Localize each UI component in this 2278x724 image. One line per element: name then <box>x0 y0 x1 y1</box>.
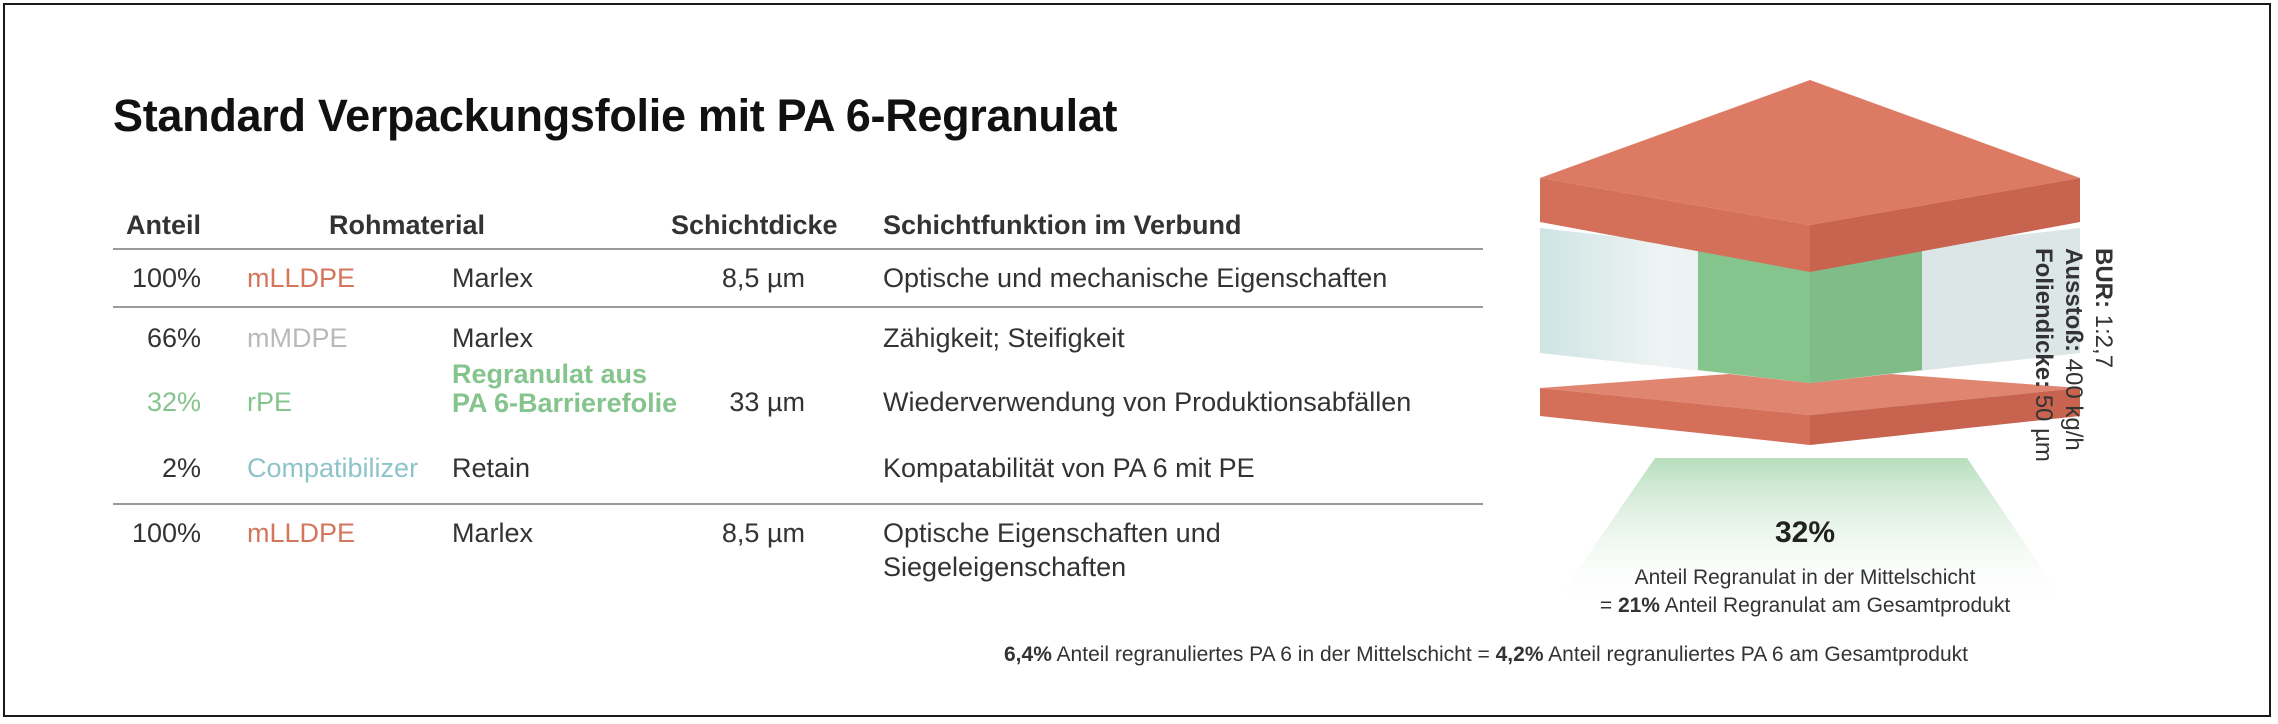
bur-label: BUR: <box>2090 248 2117 308</box>
process-parameters <box>2018 248 2118 462</box>
row-function: Optische und mechanische Eigenschaften <box>883 263 1388 293</box>
table-divider <box>113 503 1483 505</box>
row-thickness: 8,5 µm <box>721 263 805 293</box>
row-share: 2% <box>161 453 201 483</box>
film-thickness-label: Foliendicke: <box>2030 248 2057 389</box>
page-title: Standard Verpackungsfolie mit PA 6-Regranulat <box>113 90 1118 141</box>
row-function: Zähigkeit; Steifigkeit <box>883 323 1125 353</box>
bottom-note: 6,4% Anteil regranuliertes PA 6 in der Mittelschicht = 4,2% Anteil regranuliertes PA 6 am Gesamtprodukt <box>1004 643 1968 666</box>
caption-line2: = 21% Anteil Regranulat am Gesamtprodukt <box>1599 594 2011 617</box>
row-share: 100% <box>131 263 201 293</box>
header-share: Anteil <box>126 210 202 240</box>
row-material: mMDPE <box>247 323 348 353</box>
header-thickness: Schichtdicke <box>671 210 838 240</box>
bur-value: 1:2,7 <box>2090 308 2117 369</box>
output-value: 400 kg/h <box>2060 352 2087 451</box>
header-raw-material: Rohmaterial <box>329 210 486 240</box>
row-function: Optische Eigenschaften und <box>883 518 1221 548</box>
row-raw-material-line2: PA 6-Barrierefolie <box>452 388 678 418</box>
row-share: 100% <box>131 518 201 548</box>
row-material: mLLDPE <box>247 263 356 293</box>
row-material: mLLDPE <box>247 518 356 548</box>
row-raw-material: Marlex <box>452 323 534 353</box>
header-function: Schichtfunktion im Verbund <box>883 210 1242 240</box>
row-raw-material: Marlex <box>452 263 534 293</box>
row-function-line2: Siegeleigenschaften <box>883 552 1127 582</box>
row-raw-material: Regranulat aus <box>452 359 648 389</box>
regranulat-percent: 32% <box>1774 516 1836 549</box>
row-raw-material: Retain <box>452 453 531 483</box>
row-material: Compatibilizer <box>247 453 419 483</box>
caption-line1: Anteil Regranulat in der Mittelschicht <box>1634 566 1976 589</box>
film-thickness-value: 50 µm <box>2030 388 2057 462</box>
output-label: Ausstoß: <box>2060 248 2087 352</box>
row-share: 32% <box>146 387 201 417</box>
table-divider <box>113 306 1483 308</box>
row-material: rPE <box>247 387 293 417</box>
row-share: 66% <box>146 323 201 353</box>
row-function: Wiederverwendung von Produktionsabfällen <box>883 387 1412 417</box>
row-thickness: 8,5 µm <box>721 518 805 548</box>
row-raw-material: Marlex <box>452 518 534 548</box>
row-function: Kompatabilität von PA 6 mit PE <box>883 453 1255 483</box>
row-thickness: 33 µm <box>729 387 805 417</box>
table-divider <box>113 248 1483 250</box>
